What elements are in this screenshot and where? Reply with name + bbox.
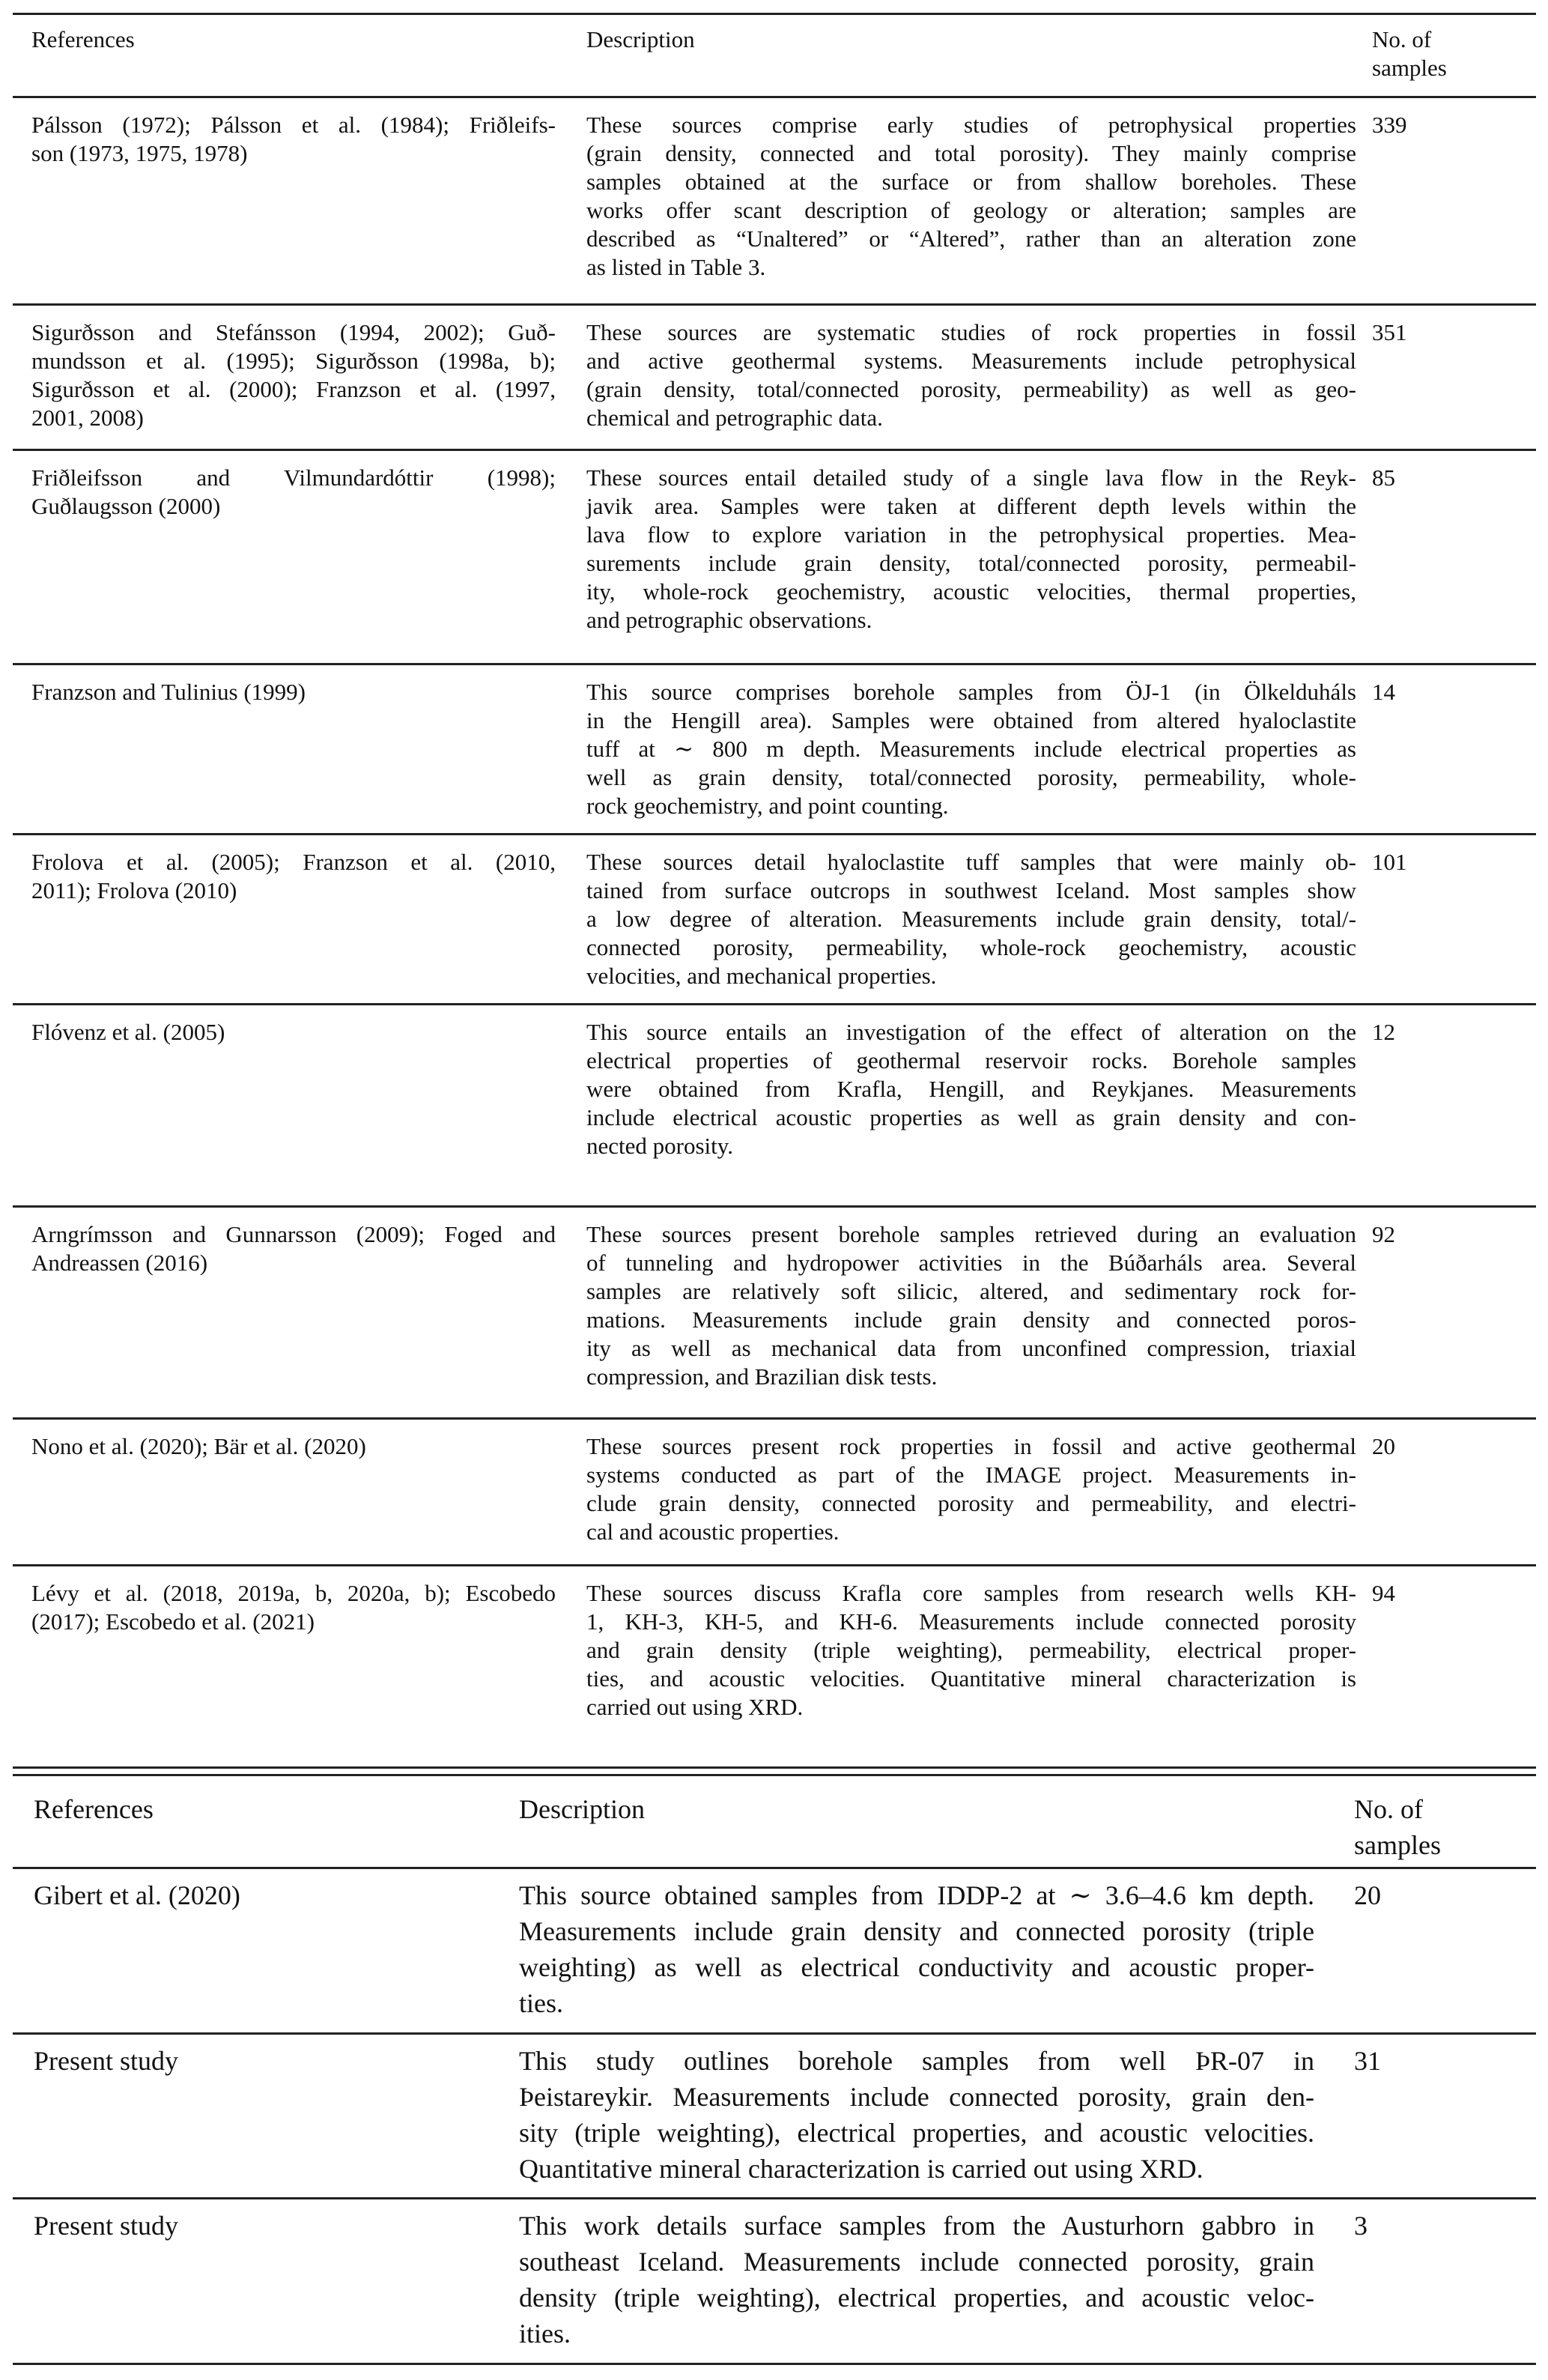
description-cell-line: These sources detail hyaloclastite tuff samples that were mainly ob- — [586, 849, 1356, 875]
description-cell-line: velocities, and mechanical properties. — [586, 963, 937, 989]
reference-cell-line: Franzson and Tulinius (1999) — [31, 679, 306, 705]
reference-cell-line: Flóvenz et al. (2005) — [31, 1019, 225, 1045]
description-cell-line: This source comprises borehole samples from ÖJ-1 (in Ölkelduháls — [586, 679, 1356, 705]
reference-cell-line: Pálsson (1972); Pálsson et al. (1984); Friðleifs- — [31, 112, 556, 138]
description-cell-line: samples obtained at the surface or from shallow boreholes. These — [586, 169, 1356, 195]
description-cell-line: systems conducted as part of the IMAGE project. Measurements in- — [586, 1462, 1356, 1488]
samples-cell: 94 — [1372, 1580, 1395, 1606]
header-samples-line: samples — [1354, 1830, 1441, 1860]
samples-cell: 20 — [1354, 1880, 1381, 1910]
reference-cell-line: Sigurðsson and Stefánsson (1994, 2002); Guð- — [31, 319, 556, 345]
header-samples — [1354, 1791, 1519, 1863]
description-cell-line: These sources are systematic studies of rock properties in fossil — [586, 319, 1356, 345]
samples-cell: 101 — [1372, 849, 1407, 875]
description-cell-line: samples are relatively soft silicic, altered, and sedimentary rock for- — [586, 1278, 1356, 1304]
description-cell-line: lava flow to explore variation in the petrophysical properties. Mea- — [586, 521, 1356, 548]
reference-cell-line: Gibert et al. (2020) — [34, 1880, 240, 1910]
description-cell-line: These sources present borehole samples retrieved during an evaluation — [586, 1221, 1356, 1247]
reference-cell — [34, 2208, 483, 2244]
description-cell-line: of tunneling and hydropower activities in the Búðarháls area. Several — [586, 1250, 1356, 1276]
description-cell-line: sity (triple weighting), electrical properties, and acoustic velocities. — [519, 2118, 1314, 2148]
description-cell-line: works offer scant description of geology or alteration; samples are — [586, 197, 1356, 223]
description-cell — [519, 2043, 1314, 2187]
description-cell-line: as listed in Table 3. — [586, 254, 766, 280]
description-cell-line: ity as well as mechanical data from unconfined compression, triaxial — [586, 1335, 1356, 1361]
description-cell-line: electrical properties of geothermal reservoir rocks. Borehole samples — [586, 1047, 1356, 1074]
reference-cell-line: mundsson et al. (1995); Sigurðsson (1998a, b); — [31, 348, 556, 374]
description-cell-line: southeast Iceland. Measurements include connected porosity, grain — [519, 2247, 1314, 2277]
header-references: References — [34, 1794, 154, 1824]
row-rule — [13, 2197, 1536, 2199]
samples-cell: 92 — [1372, 1221, 1395, 1247]
sources-table-part-2 — [13, 0, 1536, 2380]
reference-cell-line: Lévy et al. (2018, 2019a, b, 2020a, b); Escobedo — [31, 1580, 556, 1606]
header-description: Description — [586, 26, 695, 52]
description-cell-line: density (triple weighting), electrical properties, and acoustic veloc- — [519, 2283, 1314, 2313]
table-bottom-rule — [13, 2363, 1536, 2365]
header-samples-line: samples — [1372, 55, 1447, 81]
description-cell-line: (grain density, total/connected porosity, permeability) as well as geo- — [586, 376, 1356, 402]
description-cell-line: tuff at ∼ 800 m depth. Measurements include electrical properties as — [586, 736, 1356, 762]
description-cell-line: compression, and Brazilian disk tests. — [586, 1363, 938, 1390]
reference-cell-line: 2001, 2008) — [31, 405, 144, 431]
header-samples-line: No. of — [1354, 1794, 1423, 1824]
description-cell-line: These sources discuss Krafla core samples from research wells KH- — [586, 1580, 1356, 1606]
description-cell-line: Þeistareykir. Measurements include connected porosity, grain den- — [519, 2082, 1314, 2112]
description-cell-line: chemical and petrographic data. — [586, 405, 883, 431]
description-cell-line: nected porosity. — [586, 1133, 733, 1159]
description-cell-line: cal and acoustic properties. — [586, 1518, 840, 1545]
reference-cell-line: Present study — [34, 2211, 178, 2241]
samples-cell: 3 — [1354, 2211, 1368, 2241]
description-cell-line: This work details surface samples from the Austurhorn gabbro in — [519, 2211, 1314, 2241]
reference-cell-line: Frolova et al. (2005); Franzson et al. (2010, — [31, 849, 556, 875]
description-cell-line: Quantitative mineral characterization is carried out using XRD. — [519, 2154, 1204, 2184]
description-cell-line: connected porosity, permeability, whole-rock geochemistry, acoustic — [586, 934, 1356, 960]
reference-cell-line: (2017); Escobedo et al. (2021) — [31, 1608, 315, 1635]
description-cell-line: These sources entail detailed study of a single lava flow in the Reyk- — [586, 464, 1356, 491]
description-cell-line: weighting) as well as electrical conductivity and acoustic proper- — [519, 1952, 1314, 1982]
description-cell-line: (grain density, connected and total porosity). They mainly comprise — [586, 140, 1356, 166]
row-rule — [13, 2032, 1536, 2035]
description-cell-line: This source entails an investigation of the effect of alteration on the — [586, 1019, 1356, 1045]
description-cell-line: These sources present rock properties in fossil and active geothermal — [586, 1433, 1356, 1459]
table-top-rule — [13, 1774, 1536, 1776]
header-references: References — [31, 26, 135, 52]
reference-cell — [34, 1877, 483, 1913]
reference-cell-line: Sigurðsson et al. (2000); Franzson et al. (1997, — [31, 376, 556, 402]
reference-cell-line: Present study — [34, 2046, 178, 2076]
samples-cell: 12 — [1372, 1019, 1395, 1045]
reference-cell-line: Arngrímsson and Gunnarsson (2009); Foged and — [31, 1221, 556, 1247]
description-cell-line: ity, whole-rock geochemistry, acoustic velocities, thermal properties, — [586, 578, 1356, 605]
description-cell-line: and grain density (triple weighting), permeability, electrical proper- — [586, 1637, 1356, 1663]
reference-cell-line: Andreassen (2016) — [31, 1250, 208, 1276]
description-cell-line: carried out using XRD. — [586, 1694, 804, 1720]
description-cell-line: surements include grain density, total/connected porosity, permeabil- — [586, 550, 1356, 576]
description-cell-line: ties. — [519, 1988, 563, 2018]
description-cell-line: tained from surface outcrops in southwest Iceland. Most samples show — [586, 877, 1356, 903]
samples-cell: 339 — [1372, 112, 1407, 138]
description-cell-line: a low degree of alteration. Measurements include grain density, total/- — [586, 906, 1356, 932]
reference-cell-line: Guðlaugsson (2000) — [31, 493, 221, 519]
samples-cell: 31 — [1354, 2046, 1381, 2076]
reference-cell-line: son (1973, 1975, 1978) — [31, 140, 248, 166]
description-cell-line: ities. — [519, 2319, 571, 2349]
reference-cell — [34, 2043, 483, 2079]
description-cell-line: These sources comprise early studies of petrophysical properties — [586, 112, 1356, 138]
header-rule — [13, 1867, 1536, 1869]
samples-cell: 14 — [1372, 679, 1395, 705]
description-cell — [519, 1877, 1314, 2021]
samples-cell: 20 — [1372, 1433, 1395, 1459]
description-cell — [519, 2208, 1314, 2352]
description-cell-line: This source obtained samples from IDDP-2 at ∼ 3.6–4.6 km depth. — [519, 1880, 1314, 1910]
description-cell-line: javik area. Samples were taken at different depth levels within the — [586, 493, 1356, 519]
description-cell-line: include electrical acoustic properties as well as grain density and con- — [586, 1104, 1356, 1130]
description-cell-line: clude grain density, connected porosity and permeability, and electri- — [586, 1490, 1356, 1516]
description-cell-line: described as “Unaltered” or “Altered”, rather than an alteration zone — [586, 225, 1356, 252]
description-cell-line: were obtained from Krafla, Hengill, and Reykjanes. Measurements — [586, 1076, 1356, 1102]
reference-cell-line: Nono et al. (2020); Bär et al. (2020) — [31, 1433, 366, 1459]
description-cell-line: and active geothermal systems. Measurements include petrophysical — [586, 348, 1356, 374]
description-cell-line: This study outlines borehole samples from well ÞR-07 in — [519, 2046, 1314, 2076]
description-cell-line: mations. Measurements include grain density and connected poros- — [586, 1306, 1356, 1333]
description-cell-line: and petrographic observations. — [586, 607, 872, 633]
description-cell-line: Measurements include grain density and connected porosity (triple — [519, 1916, 1314, 1946]
header-samples-line: No. of — [1372, 26, 1432, 52]
reference-cell-line: 2011); Frolova (2010) — [31, 877, 237, 903]
samples-cell: 351 — [1372, 319, 1407, 345]
description-cell-line: in the Hengill area). Samples were obtained from altered hyaloclastite — [586, 707, 1356, 733]
description-cell-line: well as grain density, total/connected porosity, permeability, whole- — [586, 764, 1356, 790]
header-description: Description — [519, 1794, 645, 1824]
reference-cell-line: Friðleifsson and Vilmundardóttir (1998); — [31, 464, 556, 491]
description-cell-line: 1, KH-3, KH-5, and KH-6. Measurements include connected porosity — [586, 1608, 1356, 1635]
samples-cell: 85 — [1372, 464, 1395, 491]
description-cell-line: ties, and acoustic velocities. Quantitative mineral characterization is — [586, 1665, 1356, 1692]
description-cell-line: rock geochemistry, and point counting. — [586, 793, 949, 819]
